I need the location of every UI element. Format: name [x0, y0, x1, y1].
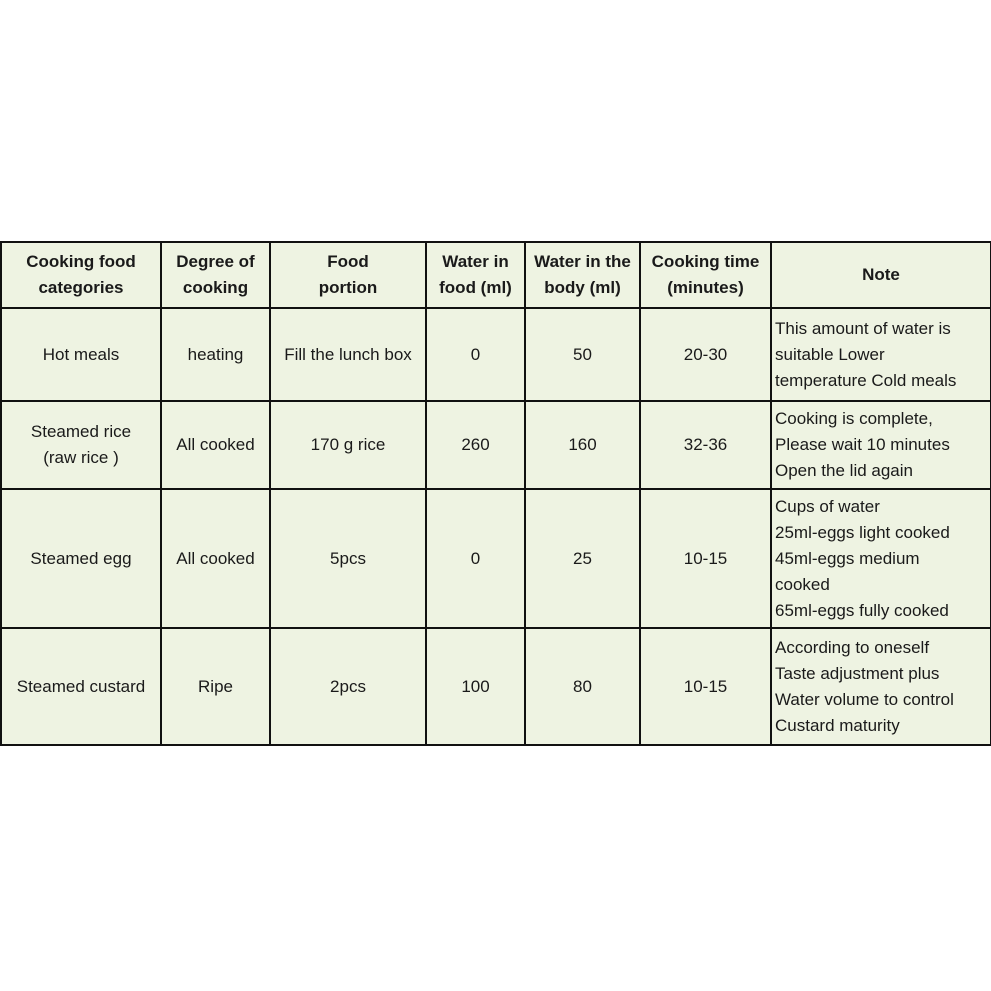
cell-portion: Fill the lunch box	[270, 308, 426, 401]
cell-note: According to oneself Taste adjustment plus Water volume to control Custard maturity	[771, 628, 991, 745]
cell-food-category: Hot meals	[1, 308, 161, 401]
header-food-portion: Food portion	[270, 242, 426, 308]
table-row	[1, 401, 991, 489]
cell-note: Cups of water 25ml-eggs light cooked 45ml-eggs medium cooked 65ml-eggs fully cooked	[771, 489, 991, 628]
table-row	[1, 308, 991, 401]
cell-water-body: 160	[525, 401, 640, 489]
header-degree-of-cooking: Degree of cooking	[161, 242, 270, 308]
cell-degree: Ripe	[161, 628, 270, 745]
cell-food-category: Steamed egg	[1, 489, 161, 628]
cell-portion: 170 g rice	[270, 401, 426, 489]
header-note: Note	[771, 242, 991, 308]
cooking-table	[0, 241, 991, 746]
table-header-row	[1, 242, 991, 308]
cell-cooking-time: 32-36	[640, 401, 771, 489]
cell-degree: heating	[161, 308, 270, 401]
cell-portion: 2pcs	[270, 628, 426, 745]
cell-cooking-time: 10-15	[640, 628, 771, 745]
cell-note: Cooking is complete, Please wait 10 minutes Open the lid again	[771, 401, 991, 489]
cell-degree: All cooked	[161, 489, 270, 628]
cell-food-category: Steamed custard	[1, 628, 161, 745]
header-cooking-time: Cooking time (minutes)	[640, 242, 771, 308]
header-cooking-food-categories: Cooking food categories	[1, 242, 161, 308]
table-row	[1, 628, 991, 745]
cell-water-body: 25	[525, 489, 640, 628]
table-row	[1, 489, 991, 628]
cell-water-food: 0	[426, 489, 525, 628]
cell-note: This amount of water is suitable Lower temperature Cold meals	[771, 308, 991, 401]
cell-water-body: 50	[525, 308, 640, 401]
cell-cooking-time: 20-30	[640, 308, 771, 401]
cell-water-food: 0	[426, 308, 525, 401]
header-water-in-body: Water in the body (ml)	[525, 242, 640, 308]
cell-food-category: Steamed rice (raw rice )	[1, 401, 161, 489]
cell-degree: All cooked	[161, 401, 270, 489]
cell-portion: 5pcs	[270, 489, 426, 628]
cell-water-food: 260	[426, 401, 525, 489]
cell-water-body: 80	[525, 628, 640, 745]
header-water-in-food: Water in food (ml)	[426, 242, 525, 308]
cell-water-food: 100	[426, 628, 525, 745]
cell-cooking-time: 10-15	[640, 489, 771, 628]
